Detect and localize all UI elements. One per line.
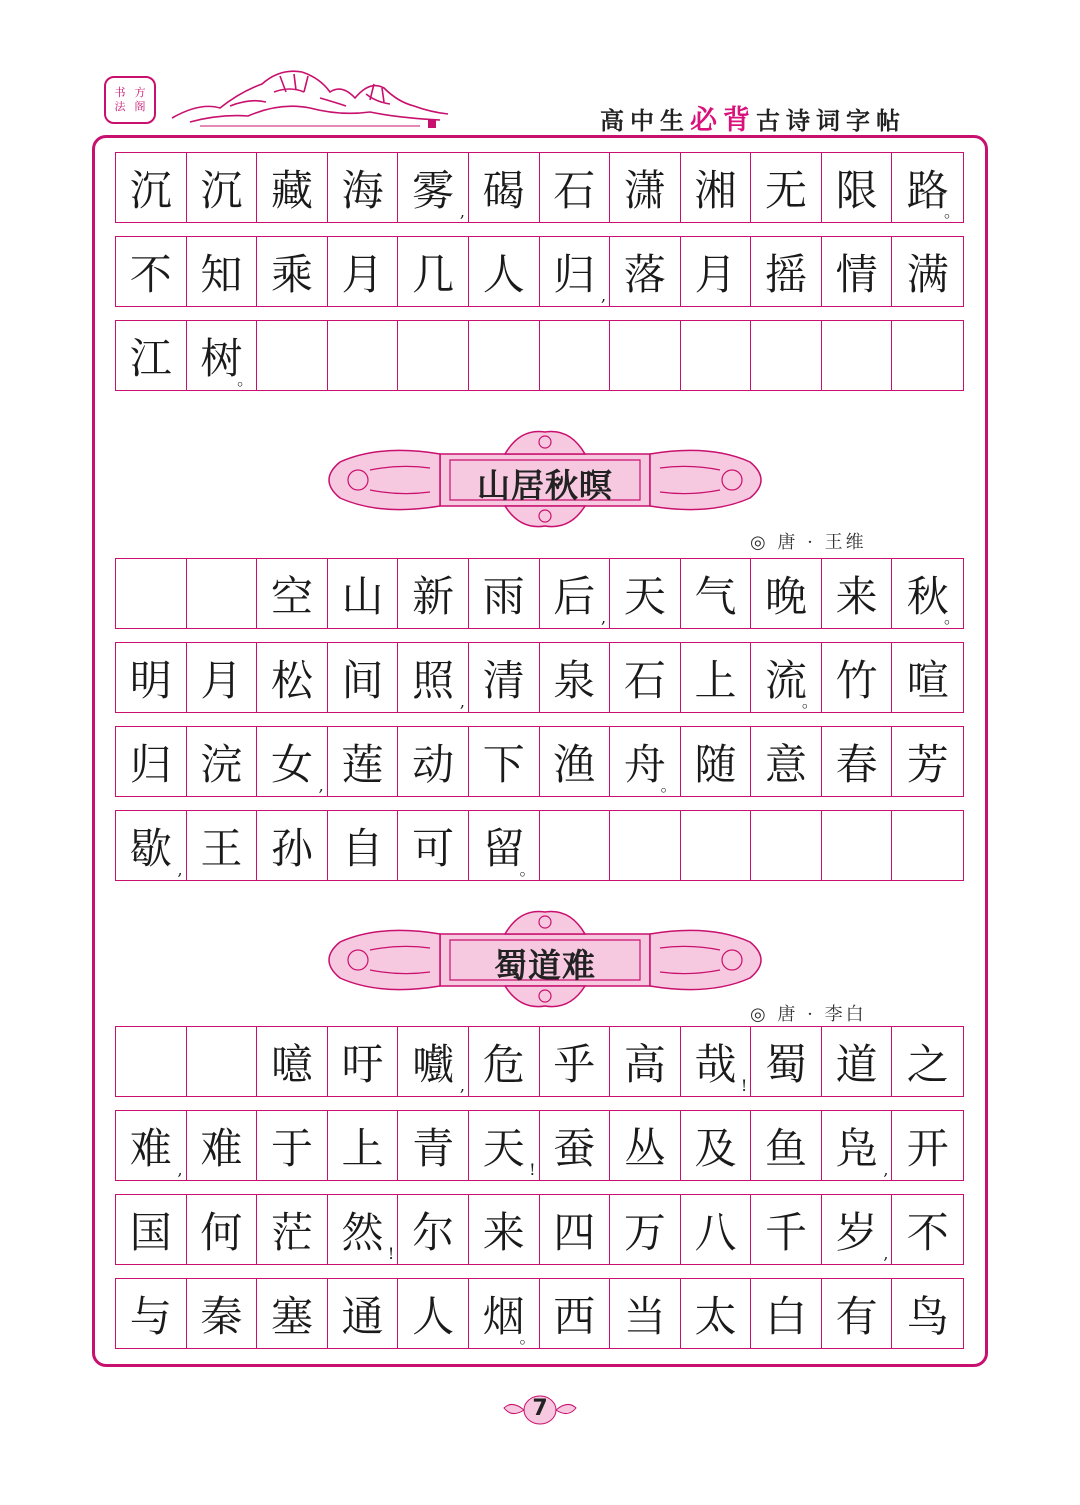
grid-cell bbox=[257, 1027, 328, 1096]
grid-cell bbox=[610, 321, 681, 390]
grid-cell bbox=[822, 321, 893, 390]
grid-cell bbox=[822, 237, 893, 306]
character: 照 bbox=[412, 655, 455, 705]
grid-cell bbox=[328, 1111, 399, 1180]
character: 雾 bbox=[412, 165, 455, 215]
character: 上 bbox=[694, 655, 737, 705]
grid-cell bbox=[187, 321, 258, 390]
character: 石 bbox=[553, 165, 596, 215]
grid-cell bbox=[469, 321, 540, 390]
grid-cell bbox=[187, 1027, 258, 1096]
character: 凫 bbox=[835, 1123, 878, 1173]
grid-cell bbox=[610, 1027, 681, 1096]
grid-row bbox=[115, 1110, 964, 1181]
grid-cell bbox=[328, 321, 399, 390]
grid-cell bbox=[116, 153, 187, 222]
grid-cell bbox=[328, 1195, 399, 1264]
character: 芳 bbox=[906, 739, 949, 789]
character: 天 bbox=[482, 1123, 525, 1173]
grid-cell bbox=[328, 1027, 399, 1096]
character: 塞 bbox=[270, 1291, 313, 1341]
character: 无 bbox=[765, 165, 808, 215]
grid-row bbox=[115, 1194, 964, 1265]
grid-cell bbox=[469, 559, 540, 628]
character: 危 bbox=[482, 1039, 525, 1089]
page-number-ornament bbox=[500, 1388, 580, 1432]
grid-cell bbox=[469, 1027, 540, 1096]
character: 天 bbox=[623, 571, 666, 621]
grid-cell bbox=[328, 1279, 399, 1348]
grid-row bbox=[115, 320, 964, 391]
grid-cell bbox=[892, 559, 963, 628]
grid-cell bbox=[398, 1195, 469, 1264]
character: 秋 bbox=[906, 571, 949, 621]
grid-cell bbox=[822, 1195, 893, 1264]
grid-cell bbox=[469, 1195, 540, 1264]
character: 气 bbox=[694, 571, 737, 621]
grid-cell bbox=[540, 559, 611, 628]
grid-cell bbox=[681, 237, 752, 306]
grid-cell bbox=[398, 1279, 469, 1348]
grid-row bbox=[115, 1026, 964, 1097]
grid-cell bbox=[398, 727, 469, 796]
grid-cell bbox=[328, 727, 399, 796]
character: 海 bbox=[341, 165, 384, 215]
grid-cell bbox=[540, 1279, 611, 1348]
grid-cell bbox=[257, 321, 328, 390]
character: 道 bbox=[835, 1039, 878, 1089]
character: 晚 bbox=[765, 571, 808, 621]
grid-cell bbox=[751, 237, 822, 306]
grid-cell bbox=[751, 1195, 822, 1264]
grid-cell bbox=[257, 643, 328, 712]
character: 雨 bbox=[482, 571, 525, 621]
grid-cell bbox=[187, 153, 258, 222]
character: 路 bbox=[906, 165, 949, 215]
character: 竹 bbox=[835, 655, 878, 705]
grid-cell bbox=[751, 153, 822, 222]
character: 人 bbox=[482, 249, 525, 299]
punctuation: , bbox=[600, 608, 607, 627]
character: 渔 bbox=[553, 739, 596, 789]
grid-cell bbox=[610, 643, 681, 712]
page-number: 7 bbox=[532, 1396, 548, 1421]
grid-cell bbox=[681, 1279, 752, 1348]
character: 随 bbox=[694, 739, 737, 789]
grid-cell bbox=[398, 1027, 469, 1096]
seal-char: 法 bbox=[114, 100, 126, 113]
character: 不 bbox=[906, 1207, 949, 1257]
character: 松 bbox=[270, 655, 313, 705]
character: 归 bbox=[129, 739, 172, 789]
character: 树 bbox=[200, 333, 243, 383]
punctuation: , bbox=[318, 776, 324, 795]
character: 四 bbox=[553, 1207, 596, 1257]
grid-cell bbox=[822, 811, 893, 880]
character: 茫 bbox=[270, 1207, 313, 1257]
grid-cell bbox=[469, 153, 540, 222]
grid-cell bbox=[257, 1195, 328, 1264]
grid-cell bbox=[892, 153, 963, 222]
grid-cell bbox=[187, 643, 258, 712]
character: 流 bbox=[765, 655, 808, 705]
punctuation: 。 bbox=[660, 776, 677, 795]
character: 孙 bbox=[270, 823, 313, 873]
character: 哉 bbox=[694, 1039, 737, 1089]
poem-title: 山居秋暝 bbox=[477, 466, 613, 505]
character: 不 bbox=[129, 249, 172, 299]
grid-cell bbox=[328, 811, 399, 880]
character: 清 bbox=[482, 655, 525, 705]
grid-cell bbox=[751, 727, 822, 796]
grid-cell bbox=[681, 811, 752, 880]
mountain-illustration bbox=[170, 62, 450, 130]
grid-cell bbox=[469, 1279, 540, 1348]
character: 舟 bbox=[623, 739, 666, 789]
character: 太 bbox=[694, 1291, 737, 1341]
grid-cell bbox=[187, 1111, 258, 1180]
grid-cell bbox=[610, 153, 681, 222]
character: 鱼 bbox=[765, 1123, 808, 1173]
character: 女 bbox=[270, 739, 313, 789]
poem-title-banner bbox=[310, 904, 780, 1014]
grid-cell bbox=[469, 1111, 540, 1180]
character: 自 bbox=[341, 823, 384, 873]
grid-cell bbox=[610, 237, 681, 306]
character: 明 bbox=[129, 655, 172, 705]
punctuation: 。 bbox=[943, 202, 960, 221]
grid-row bbox=[115, 558, 964, 629]
grid-cell bbox=[681, 727, 752, 796]
grid-cell bbox=[398, 643, 469, 712]
grid-cell bbox=[116, 237, 187, 306]
grid-cell bbox=[610, 1111, 681, 1180]
grid-cell bbox=[257, 1279, 328, 1348]
character: 白 bbox=[765, 1291, 808, 1341]
character: 藏 bbox=[270, 165, 313, 215]
grid-cell bbox=[822, 153, 893, 222]
character: 开 bbox=[906, 1123, 949, 1173]
character: 吁 bbox=[341, 1039, 384, 1089]
punctuation: , bbox=[459, 1076, 465, 1095]
character: 难 bbox=[200, 1123, 243, 1173]
grid-cell bbox=[681, 153, 752, 222]
grid-cell bbox=[540, 727, 611, 796]
grid-cell bbox=[257, 727, 328, 796]
grid-cell bbox=[116, 1195, 187, 1264]
character: 尔 bbox=[412, 1207, 455, 1257]
grid-row bbox=[115, 152, 964, 223]
brand-seal-logo bbox=[104, 76, 156, 124]
character: 难 bbox=[129, 1123, 172, 1173]
character: 潇 bbox=[623, 165, 666, 215]
character: 通 bbox=[341, 1291, 384, 1341]
grid-cell bbox=[892, 811, 963, 880]
grid-cell bbox=[892, 321, 963, 390]
character: 于 bbox=[270, 1123, 313, 1173]
punctuation: , bbox=[177, 1160, 183, 1179]
punctuation: , bbox=[883, 1244, 889, 1263]
punctuation: ! bbox=[387, 1244, 395, 1263]
character: 月 bbox=[694, 249, 737, 299]
grid-cell bbox=[257, 237, 328, 306]
character: 歇 bbox=[129, 823, 172, 873]
grid-cell bbox=[116, 1027, 187, 1096]
grid-row bbox=[115, 1278, 964, 1349]
grid-cell bbox=[610, 1195, 681, 1264]
character: 乎 bbox=[553, 1039, 596, 1089]
character: 江 bbox=[129, 333, 172, 383]
punctuation: , bbox=[883, 1160, 889, 1179]
grid-cell bbox=[892, 1027, 963, 1096]
character: 归 bbox=[553, 249, 596, 299]
grid-cell bbox=[681, 559, 752, 628]
character: 蜀 bbox=[765, 1039, 808, 1089]
title-highlight: 必背 bbox=[690, 105, 756, 136]
grid-row bbox=[115, 642, 964, 713]
grid-cell bbox=[469, 727, 540, 796]
grid-cell bbox=[822, 1027, 893, 1096]
character: 间 bbox=[341, 655, 384, 705]
character: 与 bbox=[129, 1291, 172, 1341]
grid-cell bbox=[116, 643, 187, 712]
character: 莲 bbox=[341, 739, 384, 789]
grid-cell bbox=[751, 1279, 822, 1348]
grid-cell bbox=[540, 1027, 611, 1096]
grid-cell bbox=[187, 1279, 258, 1348]
grid-cell bbox=[751, 1027, 822, 1096]
punctuation: 。 bbox=[943, 608, 960, 627]
title-suffix: 古诗词字帖 bbox=[756, 107, 906, 135]
grid-cell bbox=[681, 1195, 752, 1264]
grid-cell bbox=[610, 559, 681, 628]
grid-cell bbox=[540, 811, 611, 880]
character: 来 bbox=[482, 1207, 525, 1257]
character: 人 bbox=[412, 1291, 455, 1341]
grid-cell bbox=[328, 559, 399, 628]
character: 月 bbox=[341, 249, 384, 299]
grid-cell bbox=[822, 643, 893, 712]
punctuation: , bbox=[177, 860, 183, 879]
character: 意 bbox=[765, 739, 808, 789]
character: 新 bbox=[412, 571, 455, 621]
grid-cell bbox=[681, 643, 752, 712]
character: 之 bbox=[906, 1039, 949, 1089]
character: 沉 bbox=[129, 165, 172, 215]
punctuation: 。 bbox=[519, 860, 536, 879]
grid-cell bbox=[540, 1195, 611, 1264]
seal-char: 方 bbox=[134, 86, 146, 99]
grid-cell bbox=[751, 321, 822, 390]
character: 山 bbox=[341, 571, 384, 621]
character: 空 bbox=[270, 571, 313, 621]
grid-cell bbox=[116, 321, 187, 390]
grid-cell bbox=[822, 1111, 893, 1180]
grid-cell bbox=[187, 237, 258, 306]
grid-cell bbox=[257, 559, 328, 628]
grid-cell bbox=[751, 1111, 822, 1180]
character: 情 bbox=[835, 249, 878, 299]
grid-cell bbox=[822, 727, 893, 796]
punctuation: , bbox=[459, 692, 465, 711]
character: 嚱 bbox=[412, 1039, 455, 1089]
grid-cell bbox=[257, 153, 328, 222]
character: 及 bbox=[694, 1123, 737, 1173]
grid-cell bbox=[681, 1111, 752, 1180]
grid-cell bbox=[751, 559, 822, 628]
character: 留 bbox=[482, 823, 525, 873]
grid-cell bbox=[398, 321, 469, 390]
character: 万 bbox=[623, 1207, 666, 1257]
grid-cell bbox=[681, 1027, 752, 1096]
punctuation: ! bbox=[529, 1160, 536, 1179]
poem-author: ◎ 唐 · 王维 bbox=[750, 532, 867, 553]
poem-title-banner bbox=[310, 424, 780, 534]
grid-cell bbox=[610, 811, 681, 880]
character: 何 bbox=[200, 1207, 243, 1257]
grid-cell bbox=[540, 1111, 611, 1180]
character: 几 bbox=[412, 249, 455, 299]
grid-cell bbox=[398, 1111, 469, 1180]
book-title bbox=[600, 98, 906, 137]
character: 秦 bbox=[200, 1291, 243, 1341]
grid-cell bbox=[540, 237, 611, 306]
character: 春 bbox=[835, 739, 878, 789]
poem-author: ◎ 唐 · 李白 bbox=[750, 1004, 867, 1025]
grid-cell bbox=[610, 727, 681, 796]
grid-row bbox=[115, 726, 964, 797]
title-prefix: 高中生 bbox=[600, 107, 690, 135]
punctuation: 。 bbox=[519, 1328, 536, 1347]
character: 国 bbox=[129, 1207, 172, 1257]
grid-cell bbox=[469, 237, 540, 306]
character: 下 bbox=[482, 739, 525, 789]
grid-cell bbox=[187, 811, 258, 880]
character: 知 bbox=[200, 249, 243, 299]
character: 千 bbox=[765, 1207, 808, 1257]
grid-cell bbox=[892, 1111, 963, 1180]
character: 噫 bbox=[270, 1039, 313, 1089]
character: 浣 bbox=[200, 739, 243, 789]
character: 高 bbox=[623, 1039, 666, 1089]
grid-cell bbox=[398, 559, 469, 628]
character: 满 bbox=[906, 249, 949, 299]
punctuation: , bbox=[459, 202, 465, 221]
character: 王 bbox=[200, 823, 243, 873]
character: 湘 bbox=[694, 165, 737, 215]
grid-cell bbox=[892, 643, 963, 712]
grid-cell bbox=[540, 153, 611, 222]
grid-cell bbox=[257, 1111, 328, 1180]
grid-cell bbox=[610, 1279, 681, 1348]
grid-cell bbox=[116, 559, 187, 628]
grid-cell bbox=[187, 559, 258, 628]
punctuation: , bbox=[600, 286, 607, 305]
character: 然 bbox=[341, 1207, 384, 1257]
grid-cell bbox=[328, 643, 399, 712]
grid-cell bbox=[398, 811, 469, 880]
seal-char: 阁 bbox=[134, 100, 146, 113]
punctuation: 。 bbox=[801, 692, 818, 711]
character: 蚕 bbox=[553, 1123, 596, 1173]
character: 青 bbox=[412, 1123, 455, 1173]
character: 石 bbox=[623, 655, 666, 705]
grid-cell bbox=[398, 153, 469, 222]
character: 来 bbox=[835, 571, 878, 621]
grid-cell bbox=[540, 321, 611, 390]
grid-cell bbox=[540, 643, 611, 712]
character: 摇 bbox=[765, 249, 808, 299]
grid-cell bbox=[751, 811, 822, 880]
character: 可 bbox=[412, 823, 455, 873]
character: 八 bbox=[694, 1207, 737, 1257]
grid-cell bbox=[116, 1111, 187, 1180]
character: 乘 bbox=[270, 249, 313, 299]
grid-cell bbox=[187, 1195, 258, 1264]
grid-cell bbox=[681, 321, 752, 390]
character: 后 bbox=[553, 571, 596, 621]
character: 当 bbox=[623, 1291, 666, 1341]
grid-cell bbox=[398, 237, 469, 306]
grid-cell bbox=[751, 643, 822, 712]
character: 泉 bbox=[553, 655, 596, 705]
character: 有 bbox=[835, 1291, 878, 1341]
grid-cell bbox=[328, 153, 399, 222]
grid-cell bbox=[892, 237, 963, 306]
character: 动 bbox=[412, 739, 455, 789]
character: 喧 bbox=[906, 655, 949, 705]
grid-cell bbox=[892, 1279, 963, 1348]
grid-cell bbox=[892, 727, 963, 796]
character: 沉 bbox=[200, 165, 243, 215]
grid-cell bbox=[116, 727, 187, 796]
character: 落 bbox=[623, 249, 666, 299]
grid-row bbox=[115, 810, 964, 881]
grid-cell bbox=[187, 727, 258, 796]
character: 月 bbox=[200, 655, 243, 705]
grid-cell bbox=[469, 811, 540, 880]
grid-cell bbox=[892, 1195, 963, 1264]
punctuation: ! bbox=[740, 1076, 748, 1095]
grid-cell bbox=[328, 237, 399, 306]
seal-char: 书 bbox=[114, 86, 126, 99]
grid-cell bbox=[822, 559, 893, 628]
grid-row bbox=[115, 236, 964, 307]
character: 鸟 bbox=[906, 1291, 949, 1341]
character: 烟 bbox=[482, 1291, 525, 1341]
poem-title: 蜀道难 bbox=[494, 946, 596, 985]
character: 限 bbox=[835, 165, 878, 215]
grid-cell bbox=[116, 811, 187, 880]
character: 上 bbox=[341, 1123, 384, 1173]
character: 碣 bbox=[482, 165, 525, 215]
grid-cell bbox=[469, 643, 540, 712]
character: 丛 bbox=[623, 1123, 666, 1173]
grid-cell bbox=[822, 1279, 893, 1348]
character: 岁 bbox=[835, 1207, 878, 1257]
grid-cell bbox=[116, 1279, 187, 1348]
grid-cell bbox=[257, 811, 328, 880]
character: 西 bbox=[553, 1291, 596, 1341]
punctuation: 。 bbox=[237, 370, 254, 389]
